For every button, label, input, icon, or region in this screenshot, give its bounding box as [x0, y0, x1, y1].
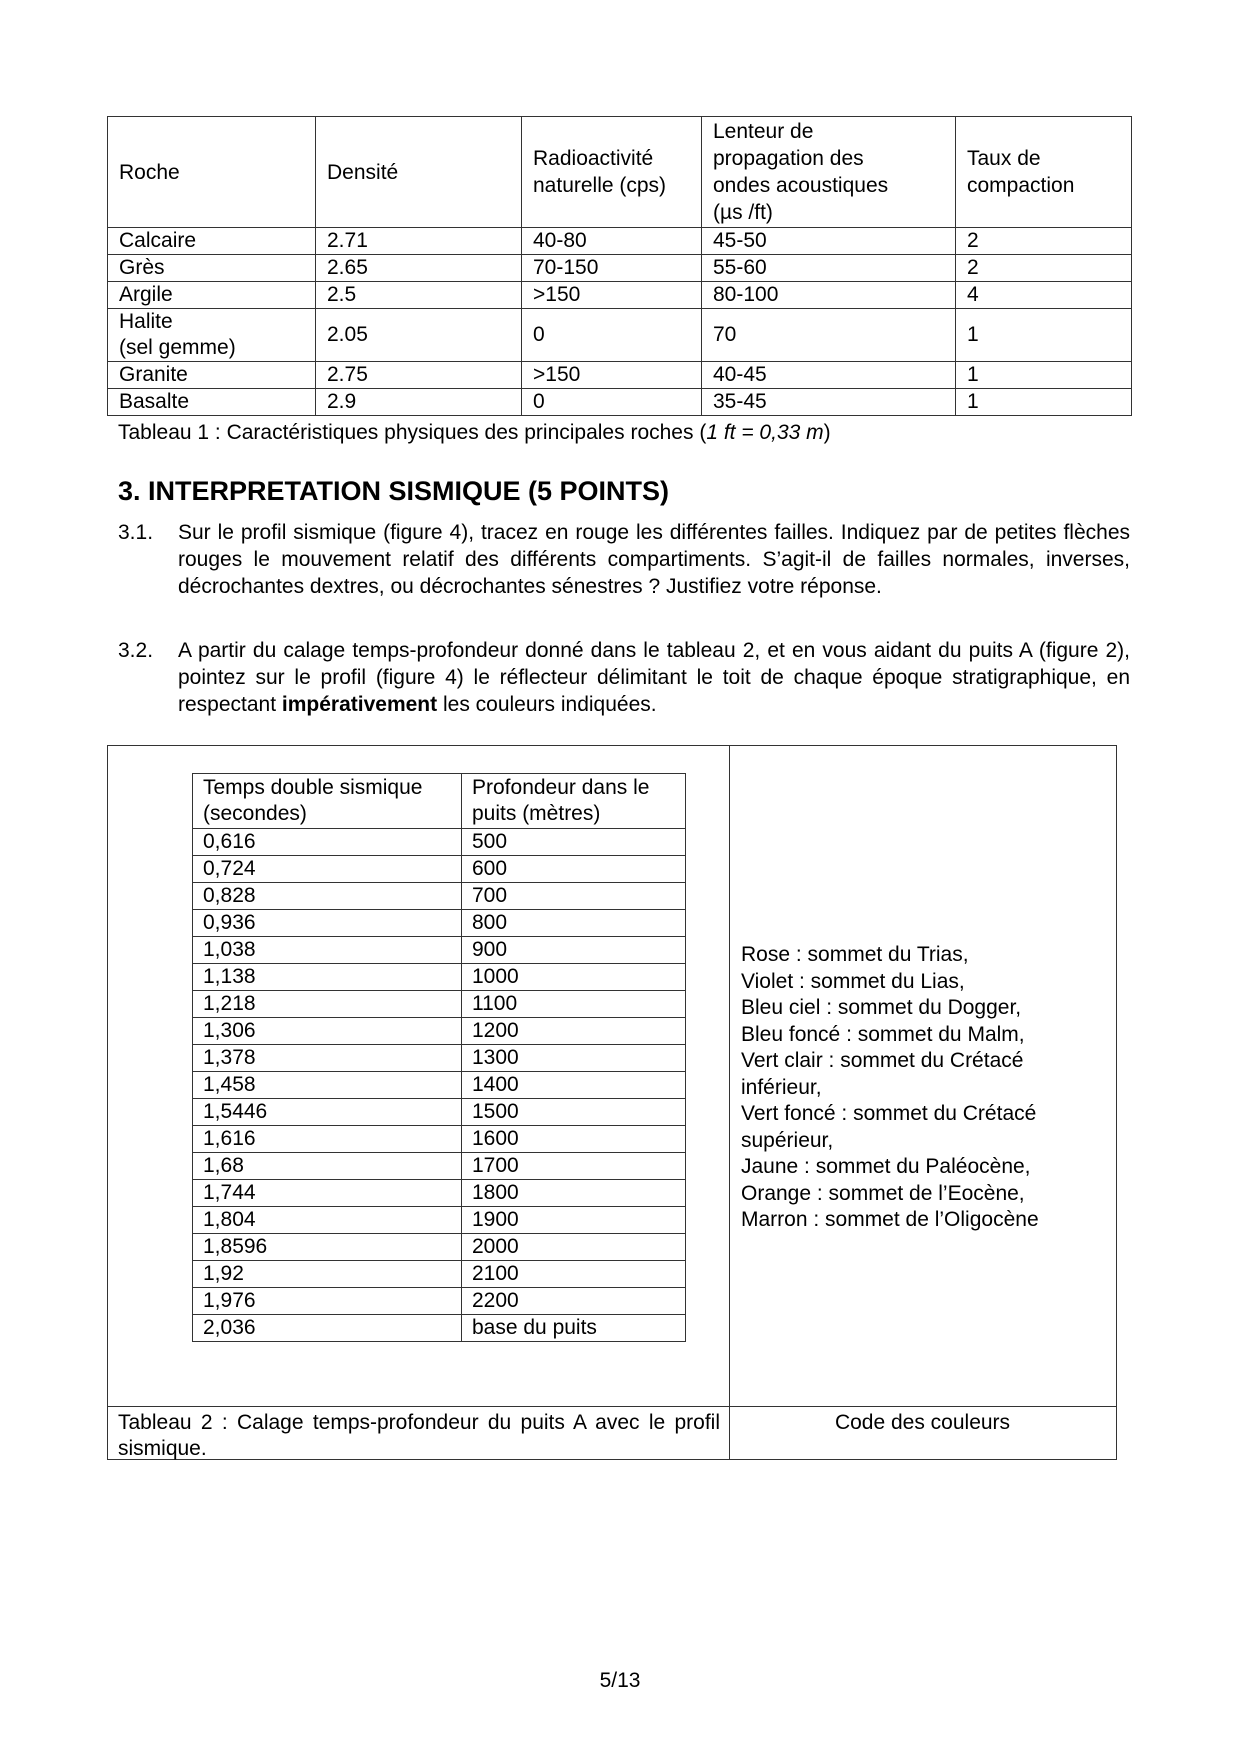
text-bold: impérativement — [281, 692, 438, 716]
header-radioactivite — [522, 117, 702, 228]
cell-profondeur: 2000 — [462, 1234, 686, 1261]
header-line: naturelle (cps) — [533, 174, 667, 197]
header-line: propagation des — [713, 147, 864, 170]
text-run: A partir du calage temps-profondeur donné dans le tableau 2, et en vous aidant du puits A (figure 2), pointez sur le profil (figure 4) le réflecteur délimitant le toit de chaque époque stratigraphique, en respectant — [178, 639, 1130, 716]
cell-roche: Basalte — [108, 389, 316, 416]
cell-lenteur: 55-60 — [702, 255, 956, 282]
question-number: 3.1. — [118, 521, 154, 544]
header-line: Lenteur de — [713, 120, 814, 143]
table-row — [193, 1207, 686, 1234]
table-row — [193, 856, 686, 883]
cell-roche: Calcaire — [108, 228, 316, 255]
header-temps — [193, 774, 462, 829]
cell-temps: 1,038 — [193, 937, 462, 964]
cell-profondeur: 500 — [462, 829, 686, 856]
cell-roche — [108, 309, 316, 362]
table-row — [108, 309, 1132, 362]
section-title: 3. INTERPRETATION SISMIQUE (5 POINTS) — [118, 476, 670, 506]
table-row — [193, 1099, 686, 1126]
question-3-1 — [118, 520, 1130, 601]
cell-radio: 0 — [522, 389, 702, 416]
table-row — [108, 362, 1132, 389]
table-row — [193, 964, 686, 991]
cell-temps: 2,036 — [193, 1315, 462, 1342]
cell-temps: 0,616 — [193, 829, 462, 856]
cell-profondeur: 1200 — [462, 1018, 686, 1045]
cell-radio: 70-150 — [522, 255, 702, 282]
table-row — [193, 1153, 686, 1180]
cell-temps: 1,92 — [193, 1261, 462, 1288]
color-code-legend — [741, 942, 1101, 1234]
cell-densite: 2.65 — [316, 255, 522, 282]
table-row — [108, 282, 1132, 309]
question-3-2 — [118, 638, 1130, 719]
cell-compaction: 2 — [956, 228, 1132, 255]
roche-line: (sel gemme) — [119, 336, 236, 359]
cell-profondeur: 1600 — [462, 1126, 686, 1153]
page-number: 5/13 — [599, 1669, 641, 1692]
cell-profondeur: 1700 — [462, 1153, 686, 1180]
cell-compaction: 1 — [956, 309, 1132, 362]
caption-text: ) — [823, 421, 831, 444]
table-row — [193, 991, 686, 1018]
caption-text: Tableau 1 : Caractéristiques physiques des principales roches ( — [118, 421, 707, 444]
cell-profondeur: 1900 — [462, 1207, 686, 1234]
cell-temps: 1,5446 — [193, 1099, 462, 1126]
header-line: ondes acoustiques — [713, 174, 889, 197]
table-row — [193, 1018, 686, 1045]
table-row — [193, 1234, 686, 1261]
cell-profondeur: 1100 — [462, 991, 686, 1018]
text-run: les couleurs indiquées. — [437, 692, 657, 716]
cell-densite: 2.5 — [316, 282, 522, 309]
legend-line: Vert foncé : sommet du Crétacé supérieur, — [741, 1102, 1037, 1152]
table-row — [193, 1288, 686, 1315]
cell-temps: 1,218 — [193, 991, 462, 1018]
table-row — [193, 1045, 686, 1072]
cell-compaction: 1 — [956, 389, 1132, 416]
cell-roche: Argile — [108, 282, 316, 309]
cell-radio: 40-80 — [522, 228, 702, 255]
cell-radio: 0 — [522, 309, 702, 362]
cell-profondeur: 1000 — [462, 964, 686, 991]
legend-line: Bleu foncé : sommet du Malm, — [741, 1022, 1025, 1046]
table-row — [108, 255, 1132, 282]
legend-line: Vert clair : sommet du Crétacé inférieur, — [741, 1049, 1024, 1099]
legend-line: Jaune : sommet du Paléocène, — [741, 1155, 1031, 1178]
header-line: Profondeur dans le — [472, 776, 650, 799]
cell-profondeur: 2100 — [462, 1261, 686, 1288]
header-profondeur — [462, 774, 686, 829]
cell-densite: 2.71 — [316, 228, 522, 255]
cell-profondeur: 1400 — [462, 1072, 686, 1099]
legend-line: Marron : sommet de l’Oligocène — [741, 1208, 1039, 1231]
color-code-caption: Code des couleurs — [834, 1411, 1011, 1434]
cell-temps: 1,804 — [193, 1207, 462, 1234]
table-row — [193, 1072, 686, 1099]
cell-compaction: 2 — [956, 255, 1132, 282]
question-text — [178, 638, 1130, 719]
header-line: Temps double sismique — [203, 776, 423, 799]
table-row — [193, 1126, 686, 1153]
table-row — [108, 389, 1132, 416]
cell-profondeur: base du puits — [462, 1315, 686, 1342]
header-roche: Roche — [108, 117, 316, 228]
cell-temps: 1,68 — [193, 1153, 462, 1180]
cell-roche: Grès — [108, 255, 316, 282]
table1-caption — [118, 420, 831, 447]
cell-temps: 1,976 — [193, 1288, 462, 1315]
table-header-row — [108, 117, 1132, 228]
cell-densite: 2.05 — [316, 309, 522, 362]
cell-profondeur: 2200 — [462, 1288, 686, 1315]
header-line: compaction — [967, 174, 1075, 197]
legend-line: Violet : sommet du Lias, — [741, 969, 965, 993]
table-row — [193, 1315, 686, 1342]
cell-lenteur: 35-45 — [702, 389, 956, 416]
cell-temps: 0,828 — [193, 883, 462, 910]
question-number: 3.2. — [118, 639, 154, 662]
legend-line: Rose : sommet du Trias, — [741, 943, 969, 966]
cell-profondeur: 1500 — [462, 1099, 686, 1126]
cell-temps: 0,936 — [193, 910, 462, 937]
cell-lenteur: 80-100 — [702, 282, 956, 309]
cell-radio: >150 — [522, 282, 702, 309]
cell-temps: 1,306 — [193, 1018, 462, 1045]
cell-temps: 1,744 — [193, 1180, 462, 1207]
cell-roche: Granite — [108, 362, 316, 389]
divider — [108, 1406, 1116, 1407]
time-depth-table — [192, 773, 686, 1342]
table-row — [193, 937, 686, 964]
header-line: (secondes) — [203, 802, 307, 825]
table-row — [193, 829, 686, 856]
header-line: Taux de — [967, 147, 1041, 170]
cell-lenteur: 40-45 — [702, 362, 956, 389]
cell-profondeur: 600 — [462, 856, 686, 883]
cell-temps: 1,138 — [193, 964, 462, 991]
cell-profondeur: 900 — [462, 937, 686, 964]
cell-temps: 1,378 — [193, 1045, 462, 1072]
table-row — [193, 910, 686, 937]
question-text: Sur le profil sismique (figure 4), tracez en rouge les différentes failles. Indiquez par de petites flèches rouges le mouvement relatif des différents compartiments. S’agit-il de failles normales, inverses, décrochantes dextres, ou décrochantes sénestres ? Justifiez votre réponse. — [178, 521, 1130, 598]
cell-lenteur: 70 — [702, 309, 956, 362]
cell-profondeur: 1300 — [462, 1045, 686, 1072]
cell-temps: 0,724 — [193, 856, 462, 883]
cell-compaction: 4 — [956, 282, 1132, 309]
table-row — [193, 1180, 686, 1207]
cell-densite: 2.9 — [316, 389, 522, 416]
header-line: (µs /ft) — [713, 201, 773, 224]
table-row — [108, 228, 1132, 255]
caption-italic: 1 ft = 0,33 m — [706, 421, 824, 444]
table-row — [193, 883, 686, 910]
cell-densite: 2.75 — [316, 362, 522, 389]
header-line: Radioactivité — [533, 147, 654, 170]
table2-frame — [107, 745, 1117, 1460]
header-densite: Densité — [316, 117, 522, 228]
cell-temps: 1,458 — [193, 1072, 462, 1099]
divider — [729, 746, 730, 1459]
legend-line: Orange : sommet de l’Eocène, — [741, 1181, 1025, 1205]
cell-temps: 1,616 — [193, 1126, 462, 1153]
rock-properties-table — [107, 116, 1132, 416]
cell-profondeur: 700 — [462, 883, 686, 910]
cell-temps: 1,8596 — [193, 1234, 462, 1261]
cell-compaction: 1 — [956, 362, 1132, 389]
table2-caption: Tableau 2 : Calage temps-profondeur du puits A avec le profil sismique. — [118, 1411, 720, 1460]
cell-profondeur: 800 — [462, 910, 686, 937]
header-line: puits (mètres) — [472, 802, 601, 825]
cell-radio: >150 — [522, 362, 702, 389]
cell-profondeur: 1800 — [462, 1180, 686, 1207]
table-row — [193, 1261, 686, 1288]
roche-line: Halite — [119, 310, 173, 333]
legend-line: Bleu ciel : sommet du Dogger, — [741, 996, 1022, 1019]
table-header-row — [193, 774, 686, 829]
cell-lenteur: 45-50 — [702, 228, 956, 255]
header-compaction — [956, 117, 1132, 228]
header-lenteur — [702, 117, 956, 228]
